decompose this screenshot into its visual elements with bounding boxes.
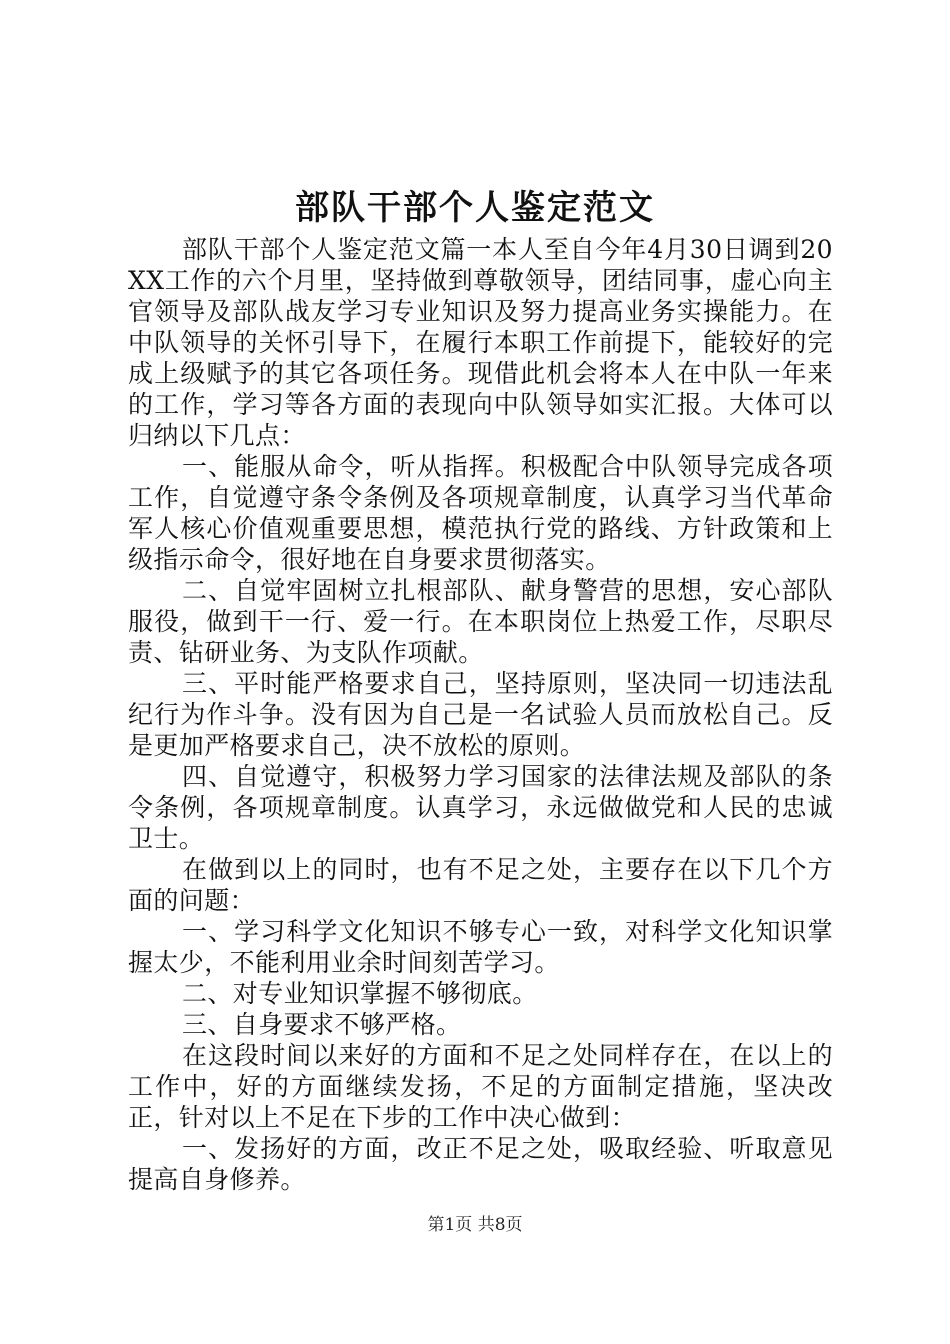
body-paragraph: 一、学习科学文化知识不够专心一致，对科学文化知识掌握太少，不能利用业余时间刻苦学习。 (128, 917, 833, 977)
page-number-footer: 第1页 共8页 (427, 1215, 523, 1235)
document-title: 部队干部个人鉴定范文 (295, 188, 655, 228)
body-paragraph: 三、平时能严格要求自己，坚持原则，坚决同一切违法乱纪行为作斗争。没有因为自己是一名试验人员而放松自己。反是更加严格要求自己，决不放松的原则。 (128, 669, 833, 760)
document-body (128, 234, 833, 1195)
body-paragraph: 三、自身要求不够严格。 (182, 1010, 462, 1039)
body-paragraph: 一、发扬好的方面，改正不足之处，吸取经验、听取意见提高自身修养。 (128, 1134, 833, 1194)
body-paragraph: 四、自觉遵守，积极努力学习国家的法律法规及部队的条令条例，各项规章制度。认真学习，永远做做党和人民的忠诚卫士。 (128, 762, 833, 853)
body-paragraph: 在这段时间以来好的方面和不足之处同样存在，在以上的工作中，好的方面继续发扬，不足的方面制定措施，坚决改正，针对以上不足在下步的工作中决心做到： (128, 1041, 833, 1132)
body-paragraph: 二、对专业知识掌握不够彻底。 (182, 979, 538, 1008)
body-paragraph: 一、能服从命令，听从指挥。积极配合中队领导完成各项工作，自觉遵守条令条例及各项规章制度，认真学习当代革命军人核心价值观重要思想，模范执行党的路线、方针政策和上级指示命令，很好地在自身要求贯彻落实。 (128, 452, 833, 574)
body-paragraph: 二、自觉牢固树立扎根部队、献身警营的思想，安心部队服役，做到干一行、爱一行。在本职岗位上热爱工作，尽职尽责、钻研业务、为支队作项献。 (128, 576, 833, 667)
body-paragraph: 部队干部个人鉴定范文篇一本人至自今年4月30日调到20XX工作的六个月里，坚持做到尊敬领导，团结同事，虚心向主官领导及部队战友学习专业知识及努力提高业务实操能力。在中队领导的关怀引导下，在履行本职工作前提下，能较好的完成上级赋予的其它各项任务。现借此机会将本人在中队一年来的工作，学习等各方面的表现向中队领导如实汇报。大体可以归纳以下几点： (128, 235, 833, 450)
body-paragraph: 在做到以上的同时，也有不足之处，主要存在以下几个方面的问题： (128, 855, 833, 915)
